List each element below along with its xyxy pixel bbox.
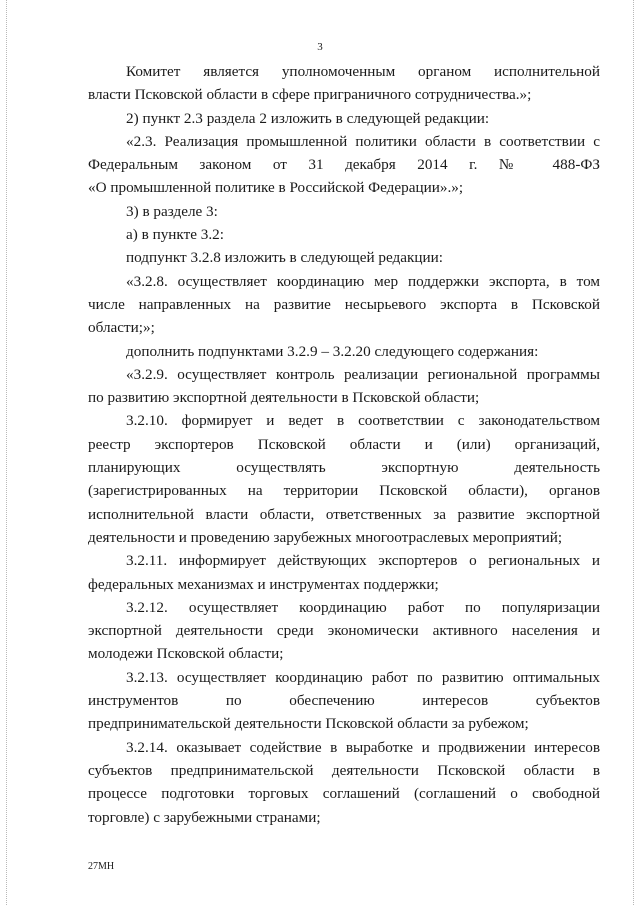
text-line: молодежи Псковской области; <box>88 645 284 663</box>
text-line: Федеральным законом от 31 декабря 2014 г. № 488-ФЗ <box>88 156 600 174</box>
text-line: реестр экспортеров Псковской области и (или) организаций, <box>88 435 600 453</box>
text-line: числе направленных на развитие несырьевого экспорта в Псковской <box>88 295 600 313</box>
text-line: инструментов по обеспечению интересов субъектов <box>88 692 600 710</box>
text-line: 3.2.10. формирует и ведет в соответствии с законодательством <box>126 412 600 430</box>
text-line: «3.2.9. осуществляет контроль реализации региональной программы <box>126 365 600 383</box>
footer-code: 27МН <box>88 861 115 872</box>
text-line: «3.2.8. осуществляет координацию мер поддержки экспорта, в том <box>126 272 600 290</box>
text-line: 2) пункт 2.3 раздела 2 изложить в следующей редакции: <box>126 109 490 127</box>
scan-edge-left <box>6 0 7 905</box>
text-line: торговле) с зарубежными странами; <box>88 808 321 826</box>
text-line: федеральных механизмах и инструментах поддержки; <box>88 575 439 593</box>
text-line: «О промышленной политике в Российской Федерации».»; <box>88 179 464 197</box>
text-line: Комитет является уполномоченным органом исполнительной <box>126 63 600 80</box>
document-body <box>88 60 600 829</box>
text-line: подпункт 3.2.8 изложить в следующей редакции: <box>126 249 443 267</box>
text-line: экспортной деятельности среди экономически активного населения и <box>88 622 600 640</box>
text-line: области;»; <box>88 319 155 337</box>
scan-edge-right <box>633 0 634 905</box>
text-line: дополнить подпунктами 3.2.9 – 3.2.20 следующего содержания: <box>126 342 539 360</box>
page-number: 3 <box>317 41 323 53</box>
text-line: деятельности и проведению зарубежных многоотраслевых мероприятий; <box>88 528 563 546</box>
text-line: исполнительной власти области, ответственных за развитие экспортной <box>88 505 600 523</box>
text-line: 3.2.13. осуществляет координацию работ по развитию оптимальных <box>126 668 600 686</box>
text-line: процессе подготовки торговых соглашений (соглашений о свободной <box>88 785 600 803</box>
text-line: планирующих осуществлять экспортную деятельность <box>88 459 600 477</box>
text-line: власти Псковской области в сфере приграничного сотрудничества.»; <box>88 86 532 104</box>
text-line: 3.2.14. оказывает содействие в выработке и продвижении интересов <box>126 738 600 756</box>
text-line: субъектов предпринимательской деятельности Псковской области в <box>88 761 600 779</box>
text-line: (зарегистрированных на территории Псковской области), органов <box>88 482 600 500</box>
text-line: по развитию экспортной деятельности в Псковской области; <box>88 389 480 407</box>
text-line: 3.2.11. информирует действующих экспортеров о региональных и <box>126 552 600 570</box>
text-line: «2.3. Реализация промышленной политики области в соответствии с <box>126 132 600 150</box>
text-line: а) в пункте 3.2: <box>126 226 224 244</box>
text-line: 3.2.12. осуществляет координацию работ по популяризации <box>126 598 600 616</box>
text-line: предпринимательской деятельности Псковской области за рубежом; <box>88 715 529 733</box>
text-line: 3) в разделе 3: <box>126 202 218 220</box>
